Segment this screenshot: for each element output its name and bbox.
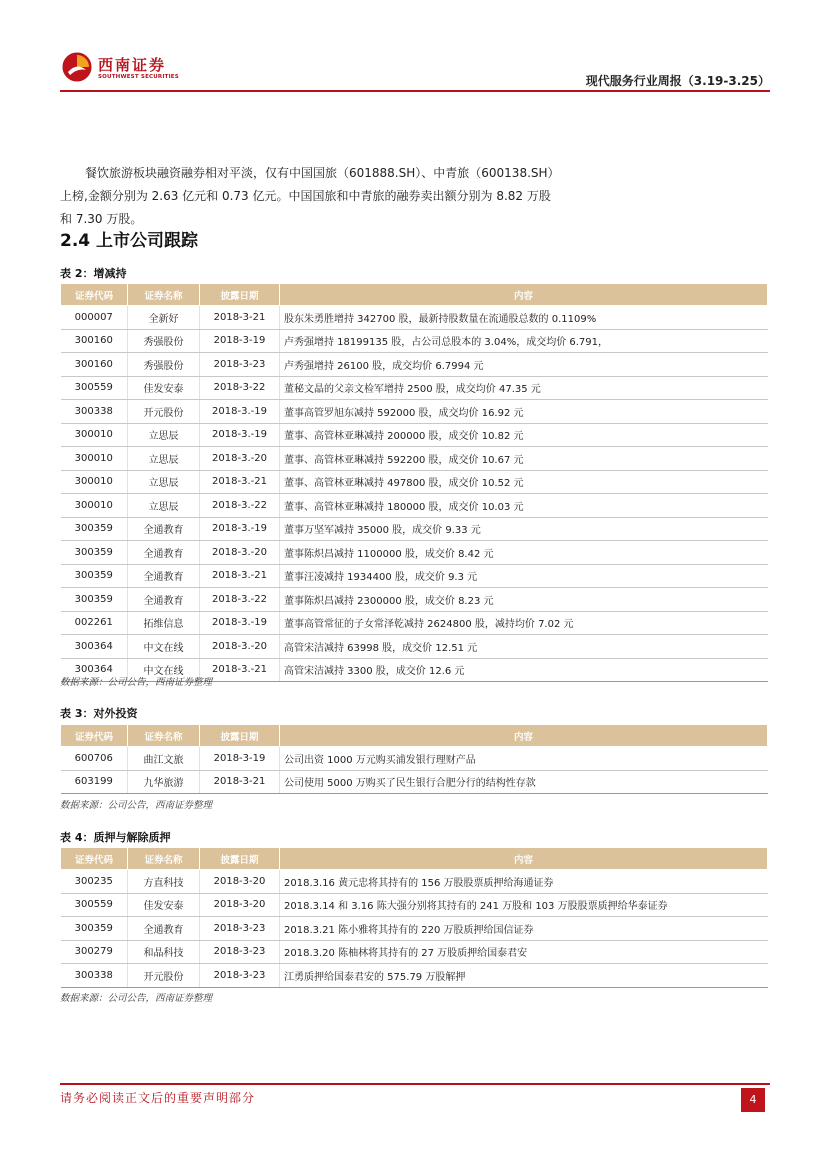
cell-name: 和晶科技 (128, 940, 200, 964)
table-row (61, 306, 768, 330)
cell-code: 300279 (61, 940, 128, 964)
cell-content: 高管宋洁减持 63998 股，成交价 12.51 元 (280, 635, 768, 659)
table-row (61, 400, 768, 424)
table-3-investments (60, 724, 768, 794)
table-header-row (61, 284, 768, 306)
cell-name: 方直科技 (128, 870, 200, 894)
cell-content: 2018.3.16 黄元忠将其持有的 156 万股股票质押给海通证券 (280, 870, 768, 894)
table-3-source: 数据来源：公司公告，西南证券整理 (60, 800, 213, 811)
column-header-content: 内容 (280, 725, 768, 747)
table-row (61, 870, 768, 894)
cell-content: 2018.3.14 和 3.16 陈大强分别将其持有的 241 万股和 103 万股股票质押给华泰证券 (280, 893, 768, 917)
cell-content: 卢秀强增持 26100 股，成交均价 6.7994 元 (280, 353, 768, 377)
table-row (61, 893, 768, 917)
footer-disclaimer: 请务必阅读正文后的重要声明部分 (60, 1091, 256, 1105)
table-row (61, 517, 768, 541)
cell-code: 300559 (61, 376, 128, 400)
page-number: 4 (741, 1088, 765, 1112)
cell-name: 全通教育 (128, 564, 200, 588)
column-header-date: 披露日期 (200, 848, 280, 870)
cell-name: 全通教育 (128, 541, 200, 565)
cell-content: 董事高管罗旭东减持 592000 股，成交均价 16.92 元 (280, 400, 768, 424)
column-header-date: 披露日期 (200, 284, 280, 306)
column-header-content: 内容 (280, 284, 768, 306)
table-row (61, 940, 768, 964)
cell-content: 公司使用 5000 万购买了民生银行合肥分行的结构性存款 (280, 770, 768, 794)
cell-name: 中文在线 (128, 635, 200, 659)
table-row (61, 447, 768, 471)
cell-code: 300364 (61, 635, 128, 659)
cell-name: 立思辰 (128, 470, 200, 494)
cell-date: 2018-3.-19 (200, 611, 280, 635)
table-row (61, 611, 768, 635)
cell-code: 300010 (61, 470, 128, 494)
column-header-content: 内容 (280, 848, 768, 870)
cell-code: 300359 (61, 588, 128, 612)
cell-content: 卢秀强增持 18199135 股，占公司总股本的 3.04%，成交均价 6.791， (280, 329, 768, 353)
table-row (61, 494, 768, 518)
cell-date: 2018-3-22 (200, 376, 280, 400)
cell-date: 2018-3-23 (200, 964, 280, 988)
cell-date: 2018-3-19 (200, 747, 280, 771)
cell-name: 佳发安泰 (128, 376, 200, 400)
table-row (61, 423, 768, 447)
cell-date: 2018-3-21 (200, 306, 280, 330)
cell-content: 江勇质押给国泰君安的 575.79 万股解押 (280, 964, 768, 988)
table-row (61, 541, 768, 565)
body-paragraph (60, 162, 770, 231)
page-header (60, 48, 770, 96)
column-header-code: 证券代码 (61, 725, 128, 747)
cell-code: 002261 (61, 611, 128, 635)
cell-code: 300359 (61, 517, 128, 541)
cell-content: 公司出资 1000 万元购买浦发银行理财产品 (280, 747, 768, 771)
cell-name: 开元股份 (128, 400, 200, 424)
table-header-row (61, 848, 768, 870)
cell-date: 2018-3-20 (200, 870, 280, 894)
table-row (61, 353, 768, 377)
column-header-date: 披露日期 (200, 725, 280, 747)
logo-name-en: SOUTHWEST SECURITIES (98, 74, 179, 80)
cell-name: 全通教育 (128, 917, 200, 941)
cell-code: 300359 (61, 564, 128, 588)
cell-name: 佳发安泰 (128, 893, 200, 917)
cell-name: 秀强股份 (128, 329, 200, 353)
cell-code: 300010 (61, 423, 128, 447)
cell-content: 董秘文晶的父亲文检军增持 2500 股，成交均价 47.35 元 (280, 376, 768, 400)
table-row (61, 470, 768, 494)
cell-name: 立思辰 (128, 423, 200, 447)
cell-name: 全通教育 (128, 517, 200, 541)
table-row (61, 770, 768, 794)
cell-code: 300235 (61, 870, 128, 894)
cell-content: 董事万坚军减持 35000 股，成交价 9.33 元 (280, 517, 768, 541)
cell-name: 九华旅游 (128, 770, 200, 794)
cell-date: 2018-3.-22 (200, 494, 280, 518)
cell-code: 300338 (61, 400, 128, 424)
cell-name: 全通教育 (128, 588, 200, 612)
cell-content: 股东朱勇胜增持 342700 股，最新持股数量在流通股总数的 0.1109% (280, 306, 768, 330)
cell-date: 2018-3.-22 (200, 588, 280, 612)
cell-code: 300559 (61, 893, 128, 917)
cell-code: 600706 (61, 747, 128, 771)
cell-date: 2018-3.-19 (200, 517, 280, 541)
table-row (61, 564, 768, 588)
cell-date: 2018-3-23 (200, 353, 280, 377)
cell-content: 董事、高管林亚琳减持 497800 股，成交价 10.52 元 (280, 470, 768, 494)
cell-name: 立思辰 (128, 494, 200, 518)
cell-content: 董事高管常征的子女常泽乾减持 2624800 股，减持均价 7.02 元 (280, 611, 768, 635)
cell-date: 2018-3-20 (200, 893, 280, 917)
table-row (61, 376, 768, 400)
table-4-source: 数据来源：公司公告，西南证券整理 (60, 993, 213, 1004)
cell-code: 300338 (61, 964, 128, 988)
table-row (61, 635, 768, 659)
column-header-name: 证券名称 (128, 725, 200, 747)
cell-name: 曲江文旅 (128, 747, 200, 771)
header-divider (60, 90, 770, 92)
table-row (61, 964, 768, 988)
cell-date: 2018-3.-19 (200, 423, 280, 447)
table-2-caption: 表 2：增减持 (60, 267, 127, 280)
cell-code: 300010 (61, 494, 128, 518)
cell-content: 董事、高管林亚琳减持 200000 股，成交价 10.82 元 (280, 423, 768, 447)
table-row (61, 588, 768, 612)
column-header-name: 证券名称 (128, 848, 200, 870)
table-row (61, 329, 768, 353)
cell-code: 300010 (61, 447, 128, 471)
column-header-code: 证券代码 (61, 848, 128, 870)
cell-code: 300160 (61, 353, 128, 377)
cell-date: 2018-3-19 (200, 329, 280, 353)
cell-name: 中文在线 (128, 658, 200, 682)
table-2-holdings-change (60, 283, 768, 682)
cell-name: 立思辰 (128, 447, 200, 471)
paragraph-line: 和 7.30 万股。 (60, 212, 143, 226)
table-3-caption: 表 3：对外投资 (60, 707, 138, 720)
paragraph-line: 上榜,金额分别为 2.63 亿元和 0.73 亿元。中国国旅和中青旅的融券卖出额分别为 8.82 万股 (60, 189, 551, 203)
cell-content: 董事陈炽昌减持 2300000 股，成交价 8.23 元 (280, 588, 768, 612)
cell-date: 2018-3.-21 (200, 470, 280, 494)
cell-content: 高管宋洁减持 3300 股，成交价 12.6 元 (280, 658, 768, 682)
company-logo-icon (62, 52, 92, 82)
column-header-code: 证券代码 (61, 284, 128, 306)
cell-name: 拓维信息 (128, 611, 200, 635)
cell-code: 300359 (61, 917, 128, 941)
section-title: 2.4 上市公司跟踪 (60, 231, 199, 251)
cell-date: 2018-3-21 (200, 770, 280, 794)
report-title: 现代服务行业周报（3.19-3.25） (585, 74, 770, 88)
cell-code: 603199 (61, 770, 128, 794)
cell-content: 2018.3.21 陈小雅将其持有的 220 万股质押给国信证券 (280, 917, 768, 941)
cell-code: 000007 (61, 306, 128, 330)
cell-name: 开元股份 (128, 964, 200, 988)
table-row (61, 917, 768, 941)
column-header-name: 证券名称 (128, 284, 200, 306)
cell-code: 300359 (61, 541, 128, 565)
cell-content: 董事汪凌减持 1934400 股，成交价 9.3 元 (280, 564, 768, 588)
cell-code: 300160 (61, 329, 128, 353)
cell-date: 2018-3.-19 (200, 400, 280, 424)
cell-name: 全新好 (128, 306, 200, 330)
cell-content: 董事陈炽昌减持 1100000 股，成交价 8.42 元 (280, 541, 768, 565)
cell-name: 秀强股份 (128, 353, 200, 377)
cell-content: 董事、高管林亚琳减持 592200 股，成交价 10.67 元 (280, 447, 768, 471)
cell-date: 2018-3-23 (200, 940, 280, 964)
cell-date: 2018-3.-20 (200, 447, 280, 471)
paragraph-line: 餐饮旅游板块融资融券相对平淡，仅有中国国旅（601888.SH）、中青旅（600138.SH） (85, 166, 560, 180)
table-4-caption: 表 4：质押与解除质押 (60, 831, 171, 844)
footer-divider (60, 1083, 770, 1085)
cell-content: 董事、高管林亚琳减持 180000 股，成交价 10.03 元 (280, 494, 768, 518)
logo-name-cn: 西南证券 (98, 56, 167, 74)
cell-content: 2018.3.20 陈柚林将其持有的 27 万股质押给国泰君安 (280, 940, 768, 964)
cell-date: 2018-3-23 (200, 917, 280, 941)
table-4-pledges (60, 847, 768, 988)
cell-date: 2018-3.-21 (200, 658, 280, 682)
table-header-row (61, 725, 768, 747)
cell-date: 2018-3.-21 (200, 564, 280, 588)
table-row (61, 747, 768, 771)
cell-code: 300364 (61, 658, 128, 682)
cell-date: 2018-3.-20 (200, 541, 280, 565)
table-2-source: 数据来源：公司公告，西南证券整理 (60, 677, 213, 688)
cell-date: 2018-3.-20 (200, 635, 280, 659)
